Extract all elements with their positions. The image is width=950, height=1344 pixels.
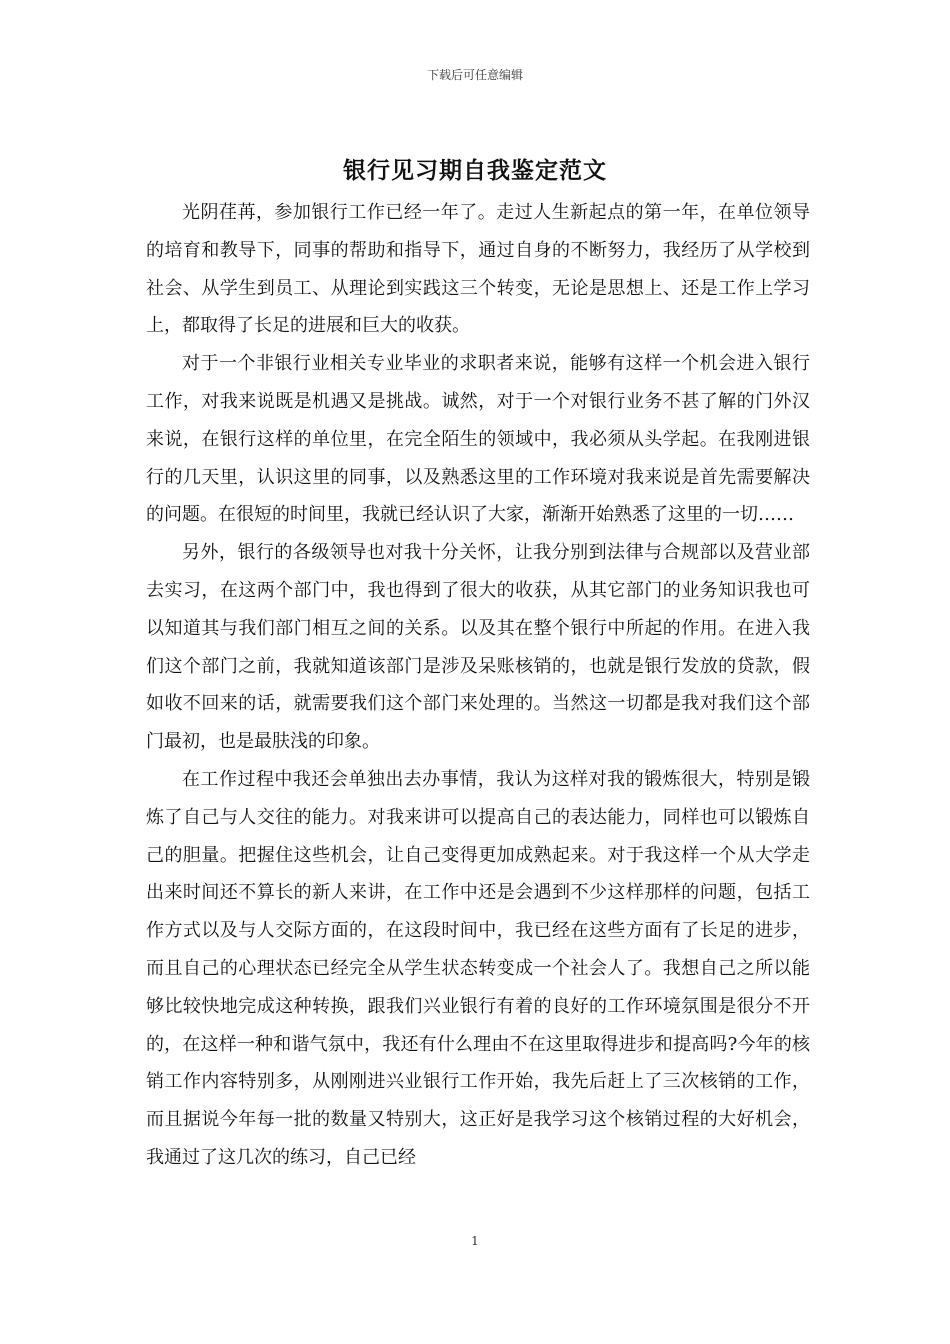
paragraph: 光阴荏苒，参加银行工作已经一年了。走过人生新起点的第一年，在单位领导的培育和教导下，同事的帮助和指导下，通过自身的不断努力，我经历了从学校到社会、从学生到员工、从理论到实践这三个转变，无论是思想上、还是工作上学习上，都取得了长足的进展和巨大的收获。 bbox=[146, 202, 810, 337]
page-number: 1 bbox=[471, 1234, 479, 1248]
page-header-note: 下载后可任意编辑 bbox=[426, 68, 523, 82]
document-title: 银行见习期自我鉴定范文 bbox=[343, 157, 607, 184]
document-body bbox=[146, 194, 810, 1177]
paragraph: 另外，银行的各级领导也对我十分关怀，让我分别到法律与合规部以及营业部去实习，在这两个部门中，我也得到了很大的收获，从其它部门的业务知识我也可以知道其与我们部门相互之间的关系。以及其在整个银行中所起的作用。在进入我们这个部门之前，我就知道该部门是涉及呆账核销的，也就是银行发放的贷款，假如收不回来的话，就需要我们这个部门来处理的。当然这一切都是我对我们这个部门最初，也是最肤浅的印象。 bbox=[146, 542, 810, 753]
paragraph: 对于一个非银行业相关专业毕业的求职者来说，能够有这样一个机会进入银行工作，对我来说既是机遇又是挑战。诚然，对于一个对银行业务不甚了解的门外汉来说，在银行这样的单位里，在完全陌生的领域中，我必须从头学起。在我刚进银行的几天里，认识这里的同事，以及熟悉这里的工作环境对我来说是首先需要解决的问题。在很短的时间里，我就已经认识了大家，渐渐开始熟悉了这里的一切…… bbox=[146, 353, 810, 526]
paragraph: 在工作过程中我还会单独出去办事情，我认为这样对我的锻炼很大，特别是锻炼了自己与人交往的能力。对我来讲可以提高自己的表达能力，同样也可以锻炼自己的胆量。把握住这些机会，让自己变得更加成熟起来。对于我这样一个从大学走出来时间还不算长的新人来讲，在工作中还是会遇到不少这样那样的问题，包括工作方式以及与人交际方面的，在这段时间中，我已经在这些方面有了长足的进步，而且自己的心理状态已经完全从学生状态转变成一个社会人了。我想自己之所以能够比较快地完成这种转换，跟我们兴业银行有着的良好的工作环境氛围是很分不开的，在这样一种和谐气氛中，我还有什么理由不在这里取得进步和提高吗?今年的核销工作内容特别多，从刚刚进兴业银行工作开始，我先后赶上了三次核销的工作，而且据说今年每一批的数量又特别大，这正好是我学习这个核销过程的大好机会，我通过了这几次的练习，自己已经 bbox=[146, 768, 810, 1168]
